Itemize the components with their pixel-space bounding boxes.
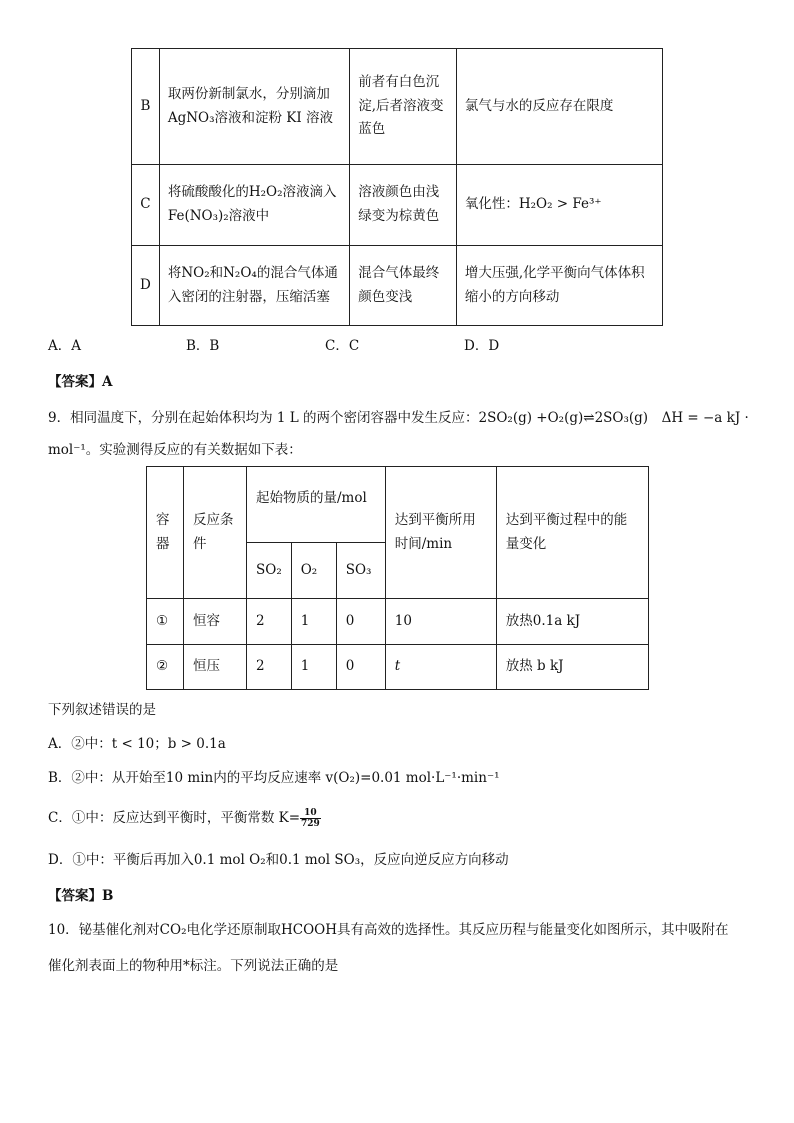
q10-stem-line2: 催化剂表面上的物种用*标注。下列说法正确的是 [48, 958, 339, 974]
option-a: A．A [48, 338, 81, 354]
energy-cell: 放热0.1a kJ [496, 599, 648, 645]
time-cell: t [385, 645, 496, 690]
header-so3: SO₃ [336, 543, 385, 599]
q9-answer: 【答案】B [48, 888, 114, 904]
o2-cell: 1 [291, 599, 336, 645]
experiment-table [131, 48, 663, 326]
conclusion-cell: 增大压强,化学平衡向气体体积 缩小的方向移动 [456, 246, 662, 326]
header-condition: 反应条 件 [184, 467, 247, 599]
q8-answer: 【答案】A [48, 374, 113, 390]
table-row [147, 645, 649, 690]
vessel-cell: ① [147, 599, 184, 645]
q9-option-c: C．①中：反应达到平衡时，平衡常数 K= $\frac{10}{729}$ [48, 808, 320, 829]
row-label: D [132, 246, 160, 326]
fraction: $\frac{10}{729}$ [301, 808, 320, 829]
q8-options [48, 334, 748, 354]
so3-cell: 0 [336, 645, 385, 690]
option-d: D．D [464, 338, 500, 354]
experiment-cell: 将NO₂和N₂O₄的混合气体通 入密闭的注射器，压缩活塞 [159, 246, 349, 326]
experiment-cell: 将硫酸酸化的H₂O₂溶液滴入 Fe(NO₃)₂溶液中 [159, 165, 349, 246]
header-o2: O₂ [291, 543, 336, 599]
phenomenon-cell: 混合气体最终 颜色变浅 [350, 246, 457, 326]
header-start-amount: 起始物质的量/mol [247, 467, 386, 543]
q10-stem-line1: 10．铋基催化剂对CO₂电化学还原制取HCOOH具有高效的选择性。其反应历程与能量变化如图所示，其中吸附在 [48, 922, 729, 938]
vessel-cell: ② [147, 645, 184, 690]
row-label: B [132, 49, 160, 165]
so3-cell: 0 [336, 599, 385, 645]
energy-cell: 放热 b kJ [496, 645, 648, 690]
table-row [147, 599, 649, 645]
option-c: C．C [325, 338, 360, 354]
q9-option-a: A．②中：t < 10；b > 0.1a [48, 736, 226, 752]
q9-stem-line1: 9．相同温度下，分别在起始体积均为 1 L 的两个密闭容器中发生反应：2SO₂(g) +O₂(g)⇌2SO₃(g) ΔH = −a kJ · [48, 410, 749, 426]
o2-cell: 1 [291, 645, 336, 690]
table-row [132, 49, 663, 165]
reaction-data-table [146, 466, 649, 690]
header-energy: 达到平衡过程中的能 量变化 [496, 467, 648, 599]
phenomenon-cell: 前者有白色沉 淀,后者溶液变 蓝色 [350, 49, 457, 165]
header-time: 达到平衡所用 时间/min [385, 467, 496, 599]
so2-cell: 2 [247, 645, 292, 690]
header-vessel: 容 器 [147, 467, 184, 599]
so2-cell: 2 [247, 599, 292, 645]
header-so2: SO₂ [247, 543, 292, 599]
experiment-cell: 取两份新制氯水，分别滴加 AgNO₃溶液和淀粉 KI 溶液 [159, 49, 349, 165]
condition-cell: 恒容 [184, 599, 247, 645]
condition-cell: 恒压 [184, 645, 247, 690]
table-row [132, 246, 663, 326]
q9-option-d: D．①中：平衡后再加入0.1 mol O₂和0.1 mol SO₃，反应向逆反应方向移动 [48, 852, 509, 868]
row-label: C [132, 165, 160, 246]
phenomenon-cell: 溶液颜色由浅 绿变为棕黄色 [350, 165, 457, 246]
q9-stem-line2: mol⁻¹。实验测得反应的有关数据如下表： [48, 442, 302, 458]
q9-prompt: 下列叙述错误的是 [48, 702, 156, 718]
table-row [132, 165, 663, 246]
q9-option-b: B．②中：从开始至10 min内的平均反应速率 v(O₂)=0.01 mol·L⁻¹·min⁻¹ [48, 770, 500, 786]
conclusion-cell: 氧化性：H₂O₂ > Fe³⁺ [456, 165, 662, 246]
time-cell: 10 [385, 599, 496, 645]
option-b: B．B [186, 338, 220, 354]
table-header-row [147, 467, 649, 543]
conclusion-cell: 氯气与水的反应存在限度 [456, 49, 662, 165]
